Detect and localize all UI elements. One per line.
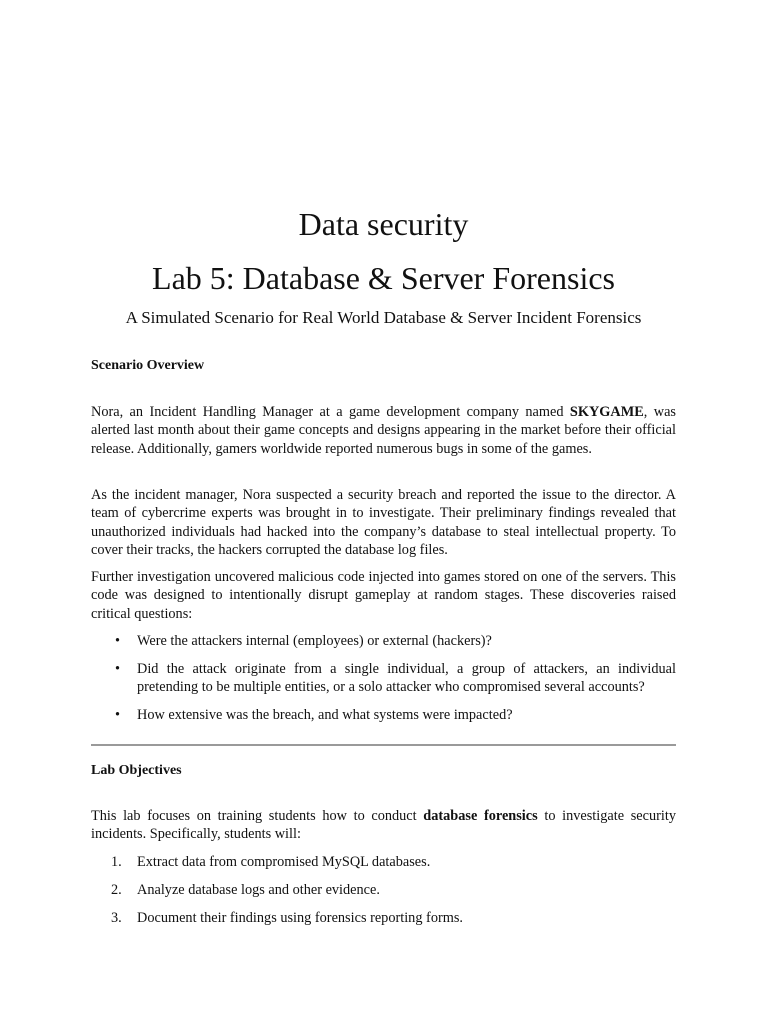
company-name: SKYGAME [569,404,644,420]
scenario-heading: Scenario Overview [91,358,205,373]
objectives-intro [91,807,676,844]
scenario-paragraph-2: As the incident manager, Nora suspected a security breach and reported the issue to the director. A team of cybercrime experts was brought in to investigate. Their preliminary findings revealed that unauthorized individuals had hacked into the company’s database to steal intellectual property. To cover their tracks, the hackers corrupted the database log files. [91,487,676,558]
question-text: How extensive was the breach, and what systems were impacted? [137,707,513,723]
bullet-icon: • [115,633,121,649]
item-number: 2. [111,882,122,898]
lab-title: Lab 5: Database & Server Forensics [152,260,615,296]
objectives-heading: Lab Objectives [91,763,182,778]
objective-text: Document their findings using forensics reporting forms. [137,910,463,926]
item-number: 1. [111,854,122,870]
list-item [91,706,676,724]
question-text: Were the attackers internal (employees) or external (hackers)? [137,633,492,649]
objective-text: Extract data from compromised MySQL databases. [137,854,431,870]
section-divider [91,744,676,746]
scenario-paragraph-3: Further investigation uncovered malicious code injected into games stored on one of the servers. This code was designed to intentionally disrupt gameplay at random stages. These discoveries raised critical questions: [91,569,676,622]
objectives-intro-bold: database forensics [423,808,538,824]
document-subtitle: A Simulated Scenario for Real World Database & Server Incident Forensics [125,308,642,327]
objectives-intro-before: This lab focuses on training students how to conduct [91,808,424,824]
scenario-p1-text-after: , was alerted last month about their game concepts and designs appearing in the market before their official release. Additionally, gamers worldwide reported numerous bugs in some of the games. [91,404,676,457]
list-item [91,660,676,697]
list-item [91,853,676,871]
list-item [91,632,676,650]
scenario-paragraph-1 [91,403,676,458]
list-item [91,881,676,899]
objectives-intro-after: to investigate security incidents. Specifically, students will: [91,808,676,843]
bullet-icon: • [115,707,121,723]
item-number: 3. [111,910,122,926]
question-text: Did the attack originate from a single individual, a group of attackers, an individual pretending to be multiple entities, or a solo attacker who compromised several accounts? [137,661,676,696]
document-title: Data security [298,206,469,242]
scenario-p1-text-before: Nora, an Incident Handling Manager at a game development company named [91,404,570,420]
bullet-icon: • [115,661,121,677]
objective-text: Analyze database logs and other evidence. [137,882,380,898]
list-item [91,909,676,927]
